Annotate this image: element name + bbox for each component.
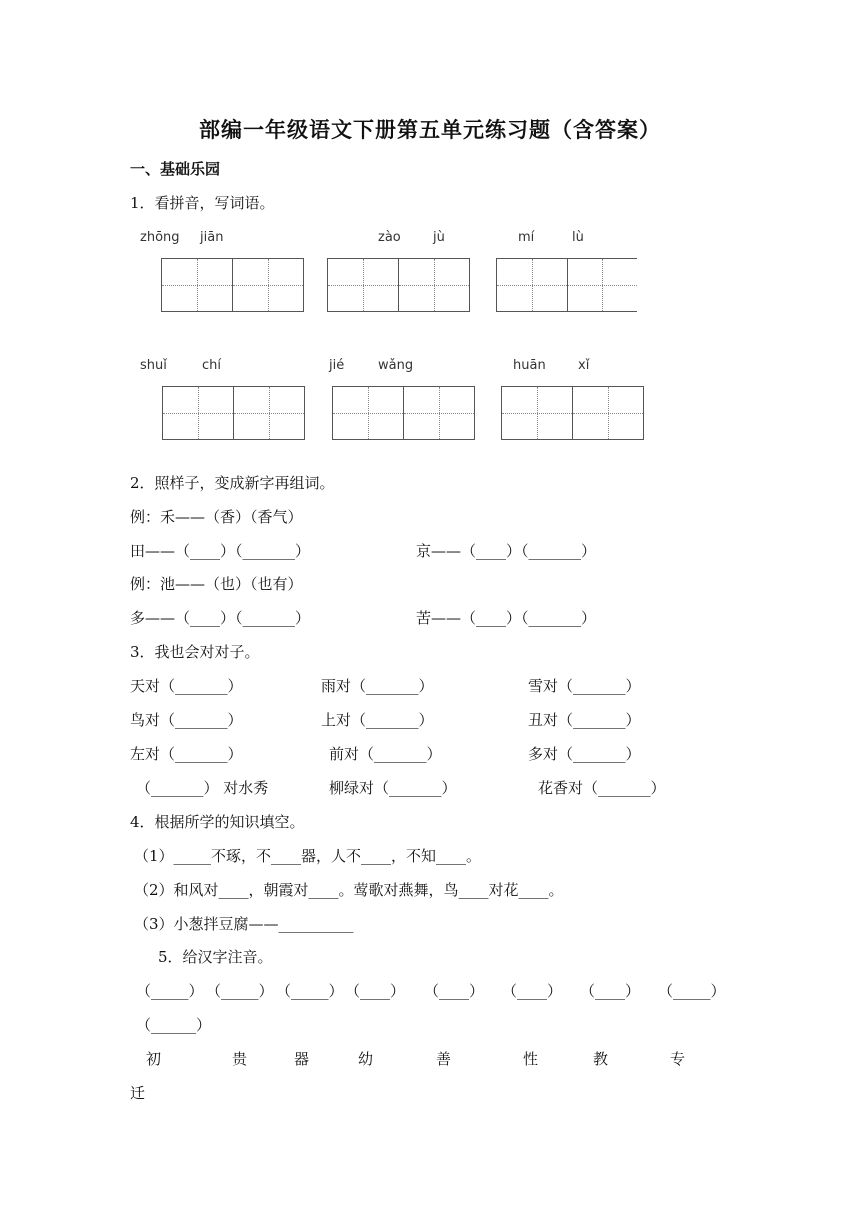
writing-cell[interactable] [404, 387, 474, 439]
pinyin: shuǐ [140, 358, 167, 373]
writing-cell[interactable] [333, 387, 404, 439]
fill-blank-item[interactable]: （3）小葱拌豆腐——__________ [134, 915, 354, 933]
pinyin: huān [513, 358, 546, 373]
hanzi-char: 教 [593, 1050, 609, 1068]
pinyin-blank[interactable]: （_____） [206, 982, 274, 1000]
couplet-item[interactable]: 前对（_______） [329, 745, 442, 763]
pinyin-blank[interactable]: （______） [136, 1016, 212, 1034]
q1-prompt: 1．看拼音，写词语。 [130, 194, 275, 212]
pinyin-blank[interactable]: （____） [580, 982, 641, 1000]
couplet-item[interactable]: 花香对（_______） [538, 779, 666, 797]
fill-blank-item[interactable]: （1）_____不琢，不____器，人不____，不知____。 [134, 847, 482, 865]
pinyin-blank[interactable]: （____） [424, 982, 485, 1000]
q2-item[interactable]: 京——（____）（_______） [416, 542, 597, 560]
pinyin-blank[interactable]: （_____） [276, 982, 344, 1000]
writing-cell[interactable] [497, 259, 568, 311]
writing-cell[interactable] [573, 387, 643, 439]
couplet-item[interactable]: （_______） 对水秀 [136, 779, 269, 797]
writing-cell[interactable] [162, 259, 233, 311]
pinyin: chí [202, 358, 221, 373]
hanzi-char: 初 [146, 1050, 162, 1068]
q2-item[interactable]: 田——（____）（_______） [130, 542, 311, 560]
pinyin-blank[interactable]: （_____） [136, 982, 204, 1000]
pinyin-blank[interactable]: （_____） [658, 982, 726, 1000]
couplet-item[interactable]: 丑对（_______） [528, 711, 641, 729]
q3-prompt: 3．我也会对对子。 [130, 643, 260, 661]
q2-example: 例：禾——（香）（香气） [130, 508, 303, 526]
pinyin-blank[interactable]: （____） [502, 982, 563, 1000]
hanzi-char: 幼 [358, 1050, 374, 1068]
hanzi-char: 器 [294, 1050, 310, 1068]
couplet-item[interactable]: 上对（_______） [321, 711, 434, 729]
pinyin: mí [518, 230, 535, 245]
couplet-item[interactable]: 雨对（_______） [321, 677, 434, 695]
writing-cell[interactable] [234, 387, 304, 439]
hanzi-char: 性 [523, 1050, 539, 1068]
pinyin: xǐ [578, 358, 590, 373]
pinyin-blank[interactable]: （____） [345, 982, 406, 1000]
writing-grid[interactable] [332, 386, 475, 440]
pinyin: zhōng [140, 230, 180, 245]
hanzi-char: 善 [436, 1050, 452, 1068]
writing-grid[interactable] [496, 258, 637, 312]
q2-example: 例：池——（也）（也有） [130, 575, 303, 593]
writing-cell[interactable] [502, 387, 573, 439]
pinyin: jiān [200, 230, 224, 245]
hanzi-char: 贵 [232, 1050, 248, 1068]
pinyin: lù [572, 230, 584, 245]
pinyin: jié [329, 358, 345, 373]
page-title: 部编一年级语文下册第五单元练习题（含答案） [199, 117, 661, 142]
couplet-item[interactable]: 鸟对（_______） [130, 711, 243, 729]
writing-grid[interactable] [162, 386, 305, 440]
writing-cell[interactable] [399, 259, 469, 311]
writing-grid[interactable] [161, 258, 304, 312]
pinyin: wǎng [378, 358, 414, 373]
couplet-item[interactable]: 柳绿对（_______） [329, 779, 457, 797]
writing-cell[interactable] [163, 387, 234, 439]
q4-prompt: 4．根据所学的知识填空。 [130, 813, 305, 831]
couplet-item[interactable]: 左对（_______） [130, 745, 243, 763]
couplet-item[interactable]: 天对（_______） [130, 677, 243, 695]
writing-cell[interactable] [233, 259, 303, 311]
writing-cell[interactable] [568, 259, 638, 311]
fill-blank-item[interactable]: （2）和风对____，朝霞对____。莺歌对燕舞，鸟____对花____。 [134, 881, 564, 899]
hanzi-char: 迁 [130, 1084, 146, 1102]
q2-item[interactable]: 多——（____）（_______） [130, 609, 311, 627]
q2-item[interactable]: 苦——（____）（_______） [416, 609, 597, 627]
q2-prompt: 2．照样子，变成新字再组词。 [130, 474, 335, 492]
writing-cell[interactable] [328, 259, 399, 311]
couplet-item[interactable]: 雪对（_______） [528, 677, 641, 695]
pinyin: zào [378, 230, 401, 245]
q5-prompt: 5．给汉字注音。 [158, 948, 273, 966]
writing-grid[interactable] [327, 258, 470, 312]
pinyin: jù [433, 230, 445, 245]
section-heading-basics: 一、基础乐园 [130, 160, 221, 178]
couplet-item[interactable]: 多对（_______） [528, 745, 641, 763]
hanzi-char: 专 [670, 1050, 686, 1068]
writing-grid[interactable] [501, 386, 644, 440]
